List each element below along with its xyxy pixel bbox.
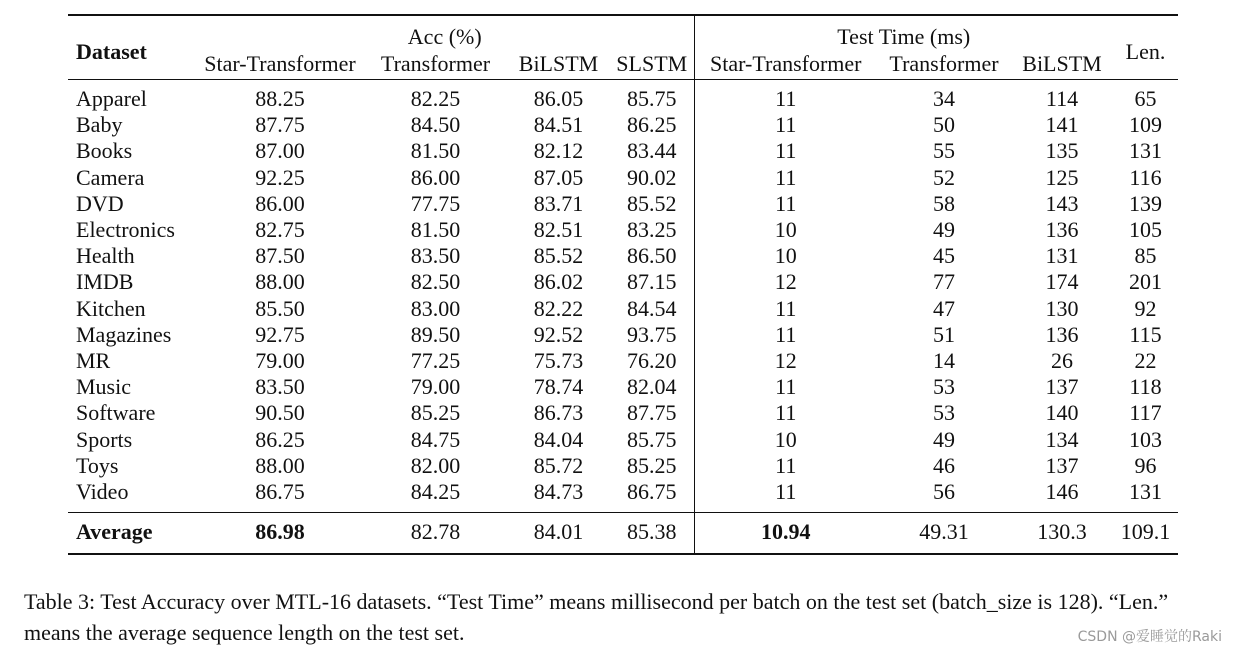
time-transformer-cell: 49 — [933, 426, 955, 452]
time-transformer-cell: 56 — [933, 479, 955, 505]
time-star-transformer-cell: 11 — [694, 479, 877, 513]
time-bilstm-cell: 134 — [1045, 426, 1079, 452]
table-row — [68, 243, 1178, 269]
acc-transformer-cell: 79.00 — [410, 374, 461, 400]
acc-star-transformer-cell: 86.00 — [255, 190, 305, 216]
avg-acc-transformer: 82.78 — [410, 519, 461, 545]
acc-bilstm-cell: 82.22 — [533, 295, 584, 321]
acc-col-slstm: SLSTM — [616, 51, 688, 76]
time-transformer-cell: 51 — [933, 321, 955, 347]
acc-transformer-cell: 83.00 — [410, 295, 461, 321]
time-star-transformer-cell: 10 — [694, 217, 877, 243]
acc-slstm-cell: 83.25 — [627, 217, 677, 243]
len-cell: 131 — [1129, 138, 1162, 164]
dataset-name-cell: Sports — [76, 426, 133, 452]
acc-transformer-cell: 84.50 — [410, 112, 461, 138]
time-transformer-cell: 49 — [933, 217, 955, 243]
acc-transformer-cell: 77.25 — [410, 348, 461, 374]
time-star-transformer-cell: 11 — [694, 453, 877, 479]
len-column-header: Len. — [1125, 38, 1166, 64]
len-cell: 118 — [1129, 374, 1162, 400]
time-transformer-cell: 55 — [933, 138, 955, 164]
acc-star-transformer-cell: 79.00 — [255, 348, 305, 374]
dataset-name-cell: Video — [76, 479, 129, 505]
acc-transformer-cell: 83.50 — [410, 243, 461, 269]
table-row — [68, 479, 1178, 513]
len-cell: 105 — [1129, 217, 1162, 243]
time-bilstm-cell: 114 — [1045, 86, 1079, 111]
time-transformer-cell: 50 — [933, 112, 955, 138]
acc-star-transformer-cell: 87.75 — [255, 112, 305, 138]
avg-len: 109.1 — [1120, 519, 1171, 545]
acc-star-transformer-cell: 87.00 — [255, 138, 305, 164]
len-cell: 131 — [1129, 479, 1162, 505]
acc-bilstm-cell: 83.71 — [533, 190, 584, 216]
time-star-transformer-cell: 10 — [694, 427, 877, 453]
table-row — [68, 348, 1178, 374]
dataset-name-cell: Kitchen — [76, 295, 146, 321]
dataset-name-cell: Baby — [76, 112, 123, 138]
dataset-name-cell: Apparel — [76, 86, 147, 111]
acc-slstm-cell: 84.54 — [627, 295, 677, 321]
acc-transformer-cell: 81.50 — [410, 217, 461, 243]
acc-transformer-cell: 77.75 — [410, 190, 461, 216]
table-body — [68, 80, 1178, 513]
len-cell: 117 — [1129, 400, 1162, 426]
acc-bilstm-cell: 92.52 — [533, 321, 584, 347]
table-row — [68, 80, 1178, 113]
acc-star-transformer-cell: 92.25 — [255, 164, 305, 190]
dataset-name-cell: Software — [76, 400, 156, 426]
acc-transformer-cell: 86.00 — [410, 164, 461, 190]
acc-bilstm-cell: 86.05 — [533, 86, 584, 111]
time-star-transformer-cell: 11 — [694, 374, 877, 400]
table-row — [68, 427, 1178, 453]
len-cell: 22 — [1134, 348, 1157, 374]
time-transformer-cell: 34 — [933, 86, 955, 111]
dataset-name-cell: IMDB — [76, 269, 134, 295]
time-bilstm-cell: 174 — [1045, 269, 1079, 295]
time-star-transformer-cell: 11 — [694, 112, 877, 138]
acc-star-transformer-cell: 87.50 — [255, 243, 305, 269]
acc-slstm-cell: 85.75 — [627, 426, 677, 452]
acc-star-transformer-cell: 88.00 — [255, 452, 305, 478]
avg-time-star-transformer: 10.94 — [694, 513, 877, 555]
acc-bilstm-cell: 84.51 — [533, 112, 584, 138]
acc-star-transformer-cell: 88.25 — [255, 86, 305, 111]
acc-bilstm-cell: 87.05 — [533, 164, 584, 190]
time-transformer-cell: 47 — [933, 295, 955, 321]
acc-star-transformer-cell: 92.75 — [255, 321, 305, 347]
time-transformer-cell: 58 — [933, 190, 955, 216]
acc-transformer-cell: 85.25 — [410, 400, 461, 426]
table-row — [68, 322, 1178, 348]
results-table-container — [68, 14, 1178, 555]
acc-slstm-cell: 85.52 — [627, 190, 677, 216]
acc-slstm-cell: 86.25 — [627, 112, 677, 138]
table-row — [68, 374, 1178, 400]
time-star-transformer-cell: 11 — [694, 80, 877, 113]
acc-star-transformer-cell: 82.75 — [255, 217, 305, 243]
time-star-transformer-cell: 11 — [694, 138, 877, 164]
time-star-transformer-cell: 11 — [694, 191, 877, 217]
dataset-name-cell: Books — [76, 138, 133, 164]
acc-transformer-cell: 82.00 — [410, 452, 461, 478]
acc-bilstm-cell: 84.73 — [533, 479, 584, 505]
dataset-name-cell: Music — [76, 374, 131, 400]
time-bilstm-cell: 140 — [1045, 400, 1079, 426]
acc-slstm-cell: 83.44 — [627, 138, 677, 164]
table-caption: Table 3: Test Accuracy over MTL-16 datasets. “Test Time” means millisecond per batch on the test set (batch_size is 128). “Len.” means the average sequence length on the test set. — [24, 589, 1169, 645]
acc-col-bilstm: BiLSTM — [518, 51, 599, 76]
acc-star-transformer-cell: 90.50 — [255, 400, 305, 426]
average-section — [68, 513, 1178, 555]
acc-star-transformer-cell: 88.00 — [255, 269, 305, 295]
dataset-name-cell: Toys — [76, 452, 119, 478]
acc-bilstm-cell: 85.52 — [533, 243, 584, 269]
len-cell: 109 — [1129, 112, 1162, 138]
acc-bilstm-cell: 84.04 — [533, 426, 584, 452]
avg-acc-star-transformer: 86.98 — [255, 519, 305, 545]
time-star-transformer-cell: 10 — [694, 243, 877, 269]
time-transformer-cell: 14 — [933, 348, 955, 374]
acc-col-transformer: Transformer — [380, 51, 491, 76]
time-transformer-cell: 53 — [933, 400, 955, 426]
test-time-group-header: Test Time (ms) — [694, 15, 1113, 50]
acc-slstm-cell: 87.75 — [627, 400, 677, 426]
table-row — [68, 191, 1178, 217]
acc-slstm-cell: 90.02 — [627, 164, 677, 190]
dataset-column-header: Dataset — [76, 38, 147, 64]
avg-time-bilstm: 130.3 — [1037, 519, 1087, 545]
len-cell: 201 — [1129, 269, 1162, 295]
acc-col-star-transformer: Star-Transformer — [204, 51, 356, 76]
table-header — [68, 15, 1178, 80]
time-bilstm-cell: 136 — [1045, 321, 1079, 347]
acc-star-transformer-cell: 86.25 — [255, 426, 305, 452]
len-cell: 96 — [1134, 452, 1157, 478]
time-bilstm-cell: 131 — [1045, 243, 1079, 269]
avg-acc-bilstm: 84.01 — [533, 519, 584, 545]
time-bilstm-cell: 136 — [1045, 217, 1079, 243]
table-row — [68, 296, 1178, 322]
time-bilstm-cell: 143 — [1045, 190, 1079, 216]
acc-slstm-cell: 76.20 — [627, 348, 677, 374]
time-star-transformer-cell: 11 — [694, 165, 877, 191]
len-cell: 139 — [1129, 190, 1162, 216]
len-cell: 65 — [1134, 86, 1157, 111]
acc-transformer-cell: 81.50 — [410, 138, 461, 164]
table-row — [68, 165, 1178, 191]
dataset-name-cell: Electronics — [76, 217, 175, 243]
time-star-transformer-cell: 12 — [694, 348, 877, 374]
table-row — [68, 217, 1178, 243]
acc-slstm-cell: 85.25 — [627, 452, 677, 478]
time-transformer-cell: 53 — [933, 374, 955, 400]
table-row — [68, 400, 1178, 426]
dataset-name-cell: DVD — [76, 190, 124, 216]
len-cell: 85 — [1134, 243, 1157, 269]
time-bilstm-cell: 141 — [1045, 112, 1079, 138]
acc-bilstm-cell: 82.12 — [533, 138, 584, 164]
table-row — [68, 138, 1178, 164]
acc-transformer-cell: 82.50 — [410, 269, 461, 295]
len-cell: 115 — [1129, 321, 1162, 347]
dataset-name-cell: Camera — [76, 164, 145, 190]
acc-slstm-cell: 86.50 — [627, 243, 677, 269]
acc-bilstm-cell: 86.73 — [533, 400, 584, 426]
time-star-transformer-cell: 11 — [694, 322, 877, 348]
table-row — [68, 269, 1178, 295]
time-bilstm-cell: 135 — [1045, 138, 1079, 164]
results-table — [68, 14, 1178, 555]
acc-transformer-cell: 82.25 — [410, 86, 461, 111]
time-bilstm-cell: 26 — [1051, 348, 1073, 374]
acc-slstm-cell: 85.75 — [627, 86, 677, 111]
dataset-name-cell: Magazines — [76, 321, 172, 347]
acc-bilstm-cell: 78.74 — [533, 374, 584, 400]
table-row — [68, 112, 1178, 138]
time-bilstm-cell: 137 — [1045, 374, 1079, 400]
acc-star-transformer-cell: 83.50 — [255, 374, 305, 400]
acc-slstm-cell: 93.75 — [627, 321, 677, 347]
time-transformer-cell: 52 — [933, 164, 955, 190]
acc-slstm-cell: 87.15 — [627, 269, 677, 295]
acc-group-header: Acc (%) — [407, 24, 482, 49]
acc-transformer-cell: 89.50 — [410, 321, 461, 347]
acc-bilstm-cell: 86.02 — [533, 269, 584, 295]
acc-slstm-cell: 82.04 — [627, 374, 677, 400]
time-bilstm-cell: 137 — [1045, 452, 1079, 478]
acc-bilstm-cell: 82.51 — [533, 217, 584, 243]
len-cell: 103 — [1129, 426, 1162, 452]
len-cell: 116 — [1129, 164, 1162, 190]
len-cell: 92 — [1134, 295, 1157, 321]
watermark: CSDN @爱睡觉的Raki — [1077, 629, 1222, 645]
average-label: Average — [76, 519, 153, 545]
time-col-bilstm: BiLSTM — [1022, 51, 1102, 76]
time-transformer-cell: 77 — [933, 269, 955, 295]
dataset-name-cell: Health — [76, 243, 135, 269]
dataset-name-cell: MR — [76, 348, 111, 374]
time-transformer-cell: 45 — [933, 243, 955, 269]
time-bilstm-cell: 146 — [1045, 479, 1079, 505]
acc-star-transformer-cell: 86.75 — [255, 479, 305, 505]
acc-star-transformer-cell: 85.50 — [255, 295, 305, 321]
acc-transformer-cell: 84.75 — [410, 426, 461, 452]
acc-bilstm-cell: 85.72 — [533, 452, 584, 478]
time-col-transformer: Transformer — [889, 51, 999, 76]
table-row — [68, 453, 1178, 479]
time-col-star-transformer: Star-Transformer — [694, 50, 877, 80]
time-star-transformer-cell: 12 — [694, 269, 877, 295]
acc-slstm-cell: 86.75 — [627, 479, 677, 505]
average-row — [68, 513, 1178, 555]
avg-time-transformer: 49.31 — [919, 519, 969, 545]
time-bilstm-cell: 125 — [1045, 164, 1079, 190]
time-bilstm-cell: 130 — [1045, 295, 1079, 321]
time-transformer-cell: 46 — [933, 452, 955, 478]
time-star-transformer-cell: 11 — [694, 400, 877, 426]
time-star-transformer-cell: 11 — [694, 296, 877, 322]
avg-acc-slstm: 85.38 — [627, 519, 677, 545]
acc-bilstm-cell: 75.73 — [533, 348, 584, 374]
acc-transformer-cell: 84.25 — [410, 479, 461, 505]
